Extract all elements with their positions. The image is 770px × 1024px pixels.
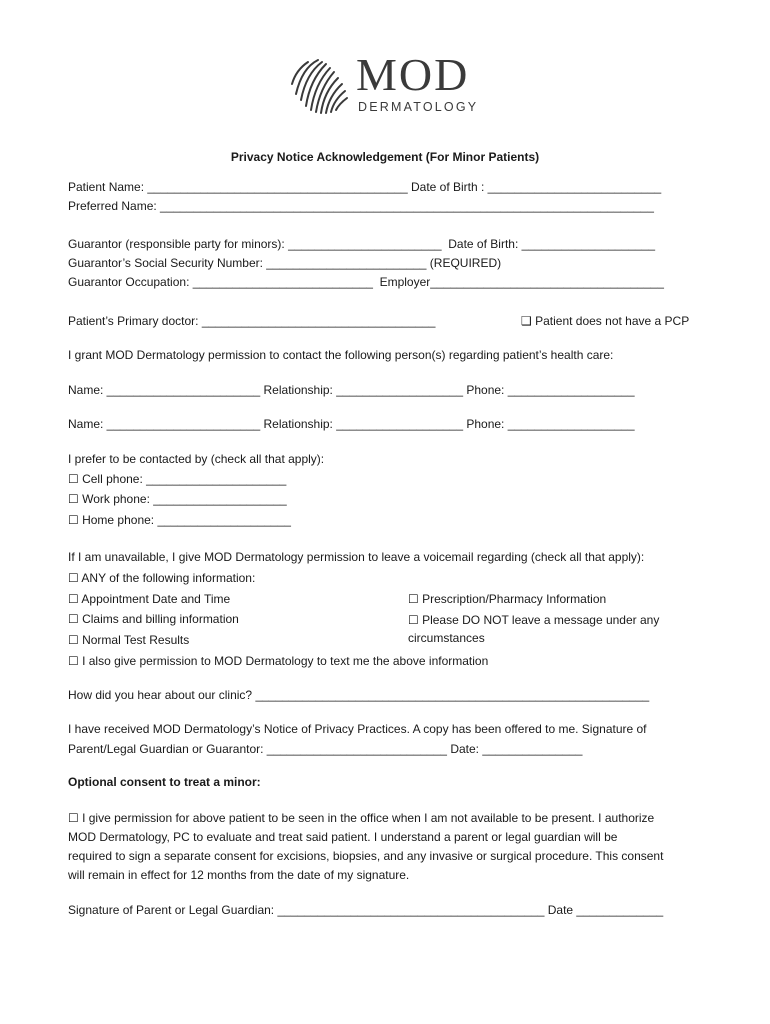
guarantor-occupation-field[interactable]: Guarantor Occupation: ___________________________ Employer___________________________________ [68, 275, 664, 289]
page-title: Privacy Notice Acknowledgement (For Minor Patients) [230, 150, 540, 164]
guardian-signature-field[interactable]: Parent/Legal Guardian or Guarantor: ___________________________ Date: _______________ [68, 742, 583, 756]
consent-text-3: required to sign a separate consent for excisions, biopsies, and any invasive or surgical procedure. This consent [68, 849, 664, 863]
contact-row-2[interactable]: Name: _______________________ Relationship: ___________________ Phone: ___________________ [68, 417, 635, 431]
optional-consent-heading: Optional consent to treat a minor: [68, 775, 261, 789]
logo-wordmark: MOD [356, 49, 470, 100]
voicemail-heading: If I am unavailable, I give MOD Dermatology permission to leave a voicemail regarding (check all that apply): [68, 550, 645, 564]
guarantor-field[interactable]: Guarantor (responsible party for minors): _______________________ Date of Birth: ____________________ [68, 237, 656, 251]
fingerprint-icon [288, 54, 352, 116]
privacy-receipt-text: I have received MOD Dermatology’s Notice of Privacy Practices. A copy has been offered to me. Signature of [68, 722, 647, 736]
cell-phone-option[interactable]: ☐ Cell phone: _____________________ [68, 472, 287, 486]
primary-doctor-field[interactable]: Patient’s Primary doctor: ___________________________________ [68, 314, 436, 328]
grant-text: I grant MOD Dermatology permission to contact the following person(s) regarding patient’s health care: [68, 348, 614, 362]
appointment-option[interactable]: ☐ Appointment Date and Time [68, 592, 231, 606]
consent-text-2: MOD Dermatology, PC to evaluate and treat said patient. I understand a parent or legal guardian will be [68, 830, 618, 844]
any-info-option[interactable]: ☐ ANY of the following information: [68, 571, 256, 585]
home-phone-option[interactable]: ☐ Home phone: ____________________ [68, 513, 291, 527]
work-phone-option[interactable]: ☐ Work phone: ____________________ [68, 492, 287, 506]
prescription-option[interactable]: ☐ Prescription/Pharmacy Information [408, 592, 607, 606]
consent-text-4: will remain in effect for 12 months from the date of my signature. [68, 868, 410, 882]
patient-name-field[interactable]: Patient Name: _______________________________________ Date of Birth : __________________________ [68, 180, 662, 194]
referral-source-field[interactable]: How did you hear about our clinic? ___________________________________________________________ [68, 688, 650, 702]
contact-preference-heading: I prefer to be contacted by (check all that apply): [68, 452, 325, 466]
logo-subtitle: DERMATOLOGY [358, 100, 479, 114]
normal-results-option[interactable]: ☐ Normal Test Results [68, 633, 190, 647]
no-pcp-checkbox[interactable]: ❑ Patient does not have a PCP [521, 314, 690, 328]
no-message-option[interactable]: ☐ Please DO NOT leave a message under any [408, 613, 660, 627]
claims-option[interactable]: ☐ Claims and billing information [68, 612, 239, 626]
consent-checkbox-text[interactable]: ☐ I give permission for above patient to be seen in the office when I am not available to be present. I authorize [68, 811, 655, 825]
logo [288, 49, 488, 122]
preferred-name-field[interactable]: Preferred Name: __________________________________________________________________________ [68, 199, 654, 213]
final-signature-field[interactable]: Signature of Parent or Legal Guardian: ________________________________________ Date _____________ [68, 903, 664, 917]
text-permission-option[interactable]: ☐ I also give permission to MOD Dermatology to text me the above information [68, 654, 489, 668]
guarantor-ssn-field[interactable]: Guarantor’s Social Security Number: ________________________ (REQUIRED) [68, 256, 502, 270]
no-message-option-cont: circumstances [408, 631, 485, 645]
contact-row-1[interactable]: Name: _______________________ Relationship: ___________________ Phone: ___________________ [68, 383, 635, 397]
